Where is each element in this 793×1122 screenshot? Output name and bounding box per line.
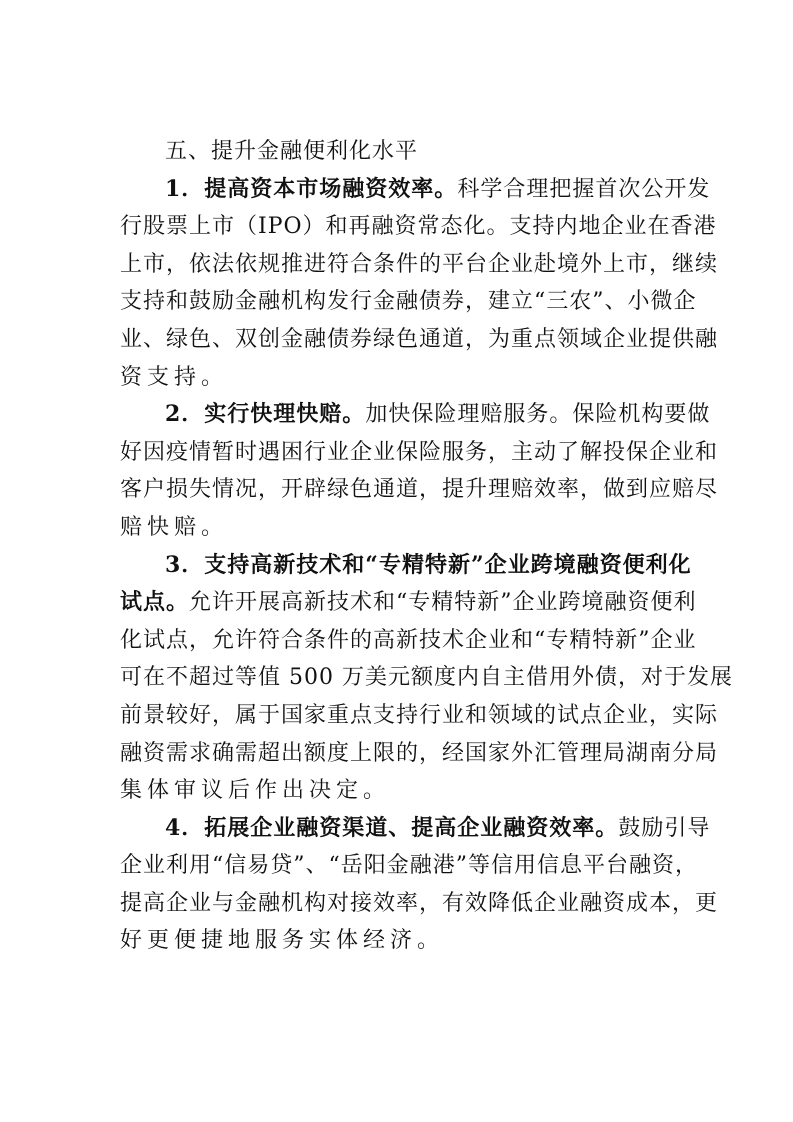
document-body xyxy=(120,133,733,960)
body-text: 融资需求确需超出额度上限的，经国家外汇管理局湖南分局 xyxy=(120,740,719,766)
body-text: 前景较好，属于国家重点支持行业和领域的试点企业，实际 xyxy=(120,702,719,728)
body-text: 业、绿色、双创金融债券绿色通道，为重点领域企业提供融 xyxy=(120,326,719,352)
body-text: 赔快赔。 xyxy=(120,514,229,540)
paragraph-2 xyxy=(120,396,719,546)
bold-lead-text: 3．支持高新技术和“专精特新”企业跨境融资便利化 xyxy=(165,551,692,578)
body-text: 行股票上市（IPO）和再融资常态化。支持内地企业在香港 xyxy=(120,214,717,240)
text-line xyxy=(120,359,682,397)
body-text: 好因疫情暂时遇困行业企业保险服务，主动了解投保企业和 xyxy=(120,439,719,465)
text-line xyxy=(120,547,692,585)
body-text: 上市，依法依规推进符合条件的平台企业赴境外上市，继续 xyxy=(120,251,719,277)
text-line xyxy=(120,321,719,359)
text-line xyxy=(120,847,698,885)
text-line xyxy=(120,584,697,622)
body-text: 允许开展高新技术和“专精特新”企业跨境融资便利 xyxy=(189,590,697,616)
body-text: 化试点，允许符合条件的高新技术企业和“专精特新”企业 xyxy=(120,627,697,653)
text-line xyxy=(120,509,682,547)
section-heading: 五、提升金融便利化水平 xyxy=(165,139,419,164)
body-text: 好更便捷地服务实体经济。 xyxy=(120,928,445,954)
body-text: 提高企业与金融机构对接效率，有效降低企业融资成本，更 xyxy=(120,890,719,916)
body-text: 鼓励引导 xyxy=(618,815,711,841)
text-line xyxy=(120,396,711,434)
text-line xyxy=(120,697,719,735)
text-line xyxy=(120,171,711,209)
text-line xyxy=(120,434,719,472)
paragraphs xyxy=(120,171,733,960)
body-text: 集体审议后作出决定。 xyxy=(120,778,391,804)
bold-lead-text: 4．拓展企业融资渠道、提高企业融资效率。 xyxy=(165,814,619,841)
bold-lead-text: 2．实行快理快赔。 xyxy=(165,401,366,428)
text-line xyxy=(120,810,711,848)
text-line xyxy=(120,659,733,697)
text-line xyxy=(120,922,682,960)
body-text: 资支持。 xyxy=(120,364,229,390)
body-text: 科学合理把握首次公开发 xyxy=(457,176,711,202)
text-line xyxy=(120,246,719,284)
paragraph-1 xyxy=(120,171,719,397)
bold-lead-text: 1．提高资本市场融资效率。 xyxy=(165,175,458,202)
body-text: 支持和鼓励金融机构发行金融债券，建立“三农”、小微企 xyxy=(120,289,697,315)
text-line xyxy=(120,622,697,660)
text-line xyxy=(120,885,719,923)
text-line xyxy=(120,283,697,321)
text-line xyxy=(120,208,717,246)
paragraph-4 xyxy=(120,810,719,960)
text-line xyxy=(120,735,719,773)
body-text: 客户损失情况，开辟绿色通道，提升理赔效率，做到应赔尽 xyxy=(120,477,719,503)
text-line xyxy=(120,471,719,509)
body-text: 企业利用“信易贷”、“岳阳金融港”等信用信息平台融资， xyxy=(120,853,698,879)
body-text: 可在不超过等值 500 万美元额度内自主借用外债，对于发展 xyxy=(120,665,733,691)
body-text: 加快保险理赔服务。保险机构要做 xyxy=(365,402,711,428)
paragraph-3 xyxy=(120,547,733,810)
bold-lead-text: 试点。 xyxy=(120,589,190,616)
text-line xyxy=(120,772,682,810)
